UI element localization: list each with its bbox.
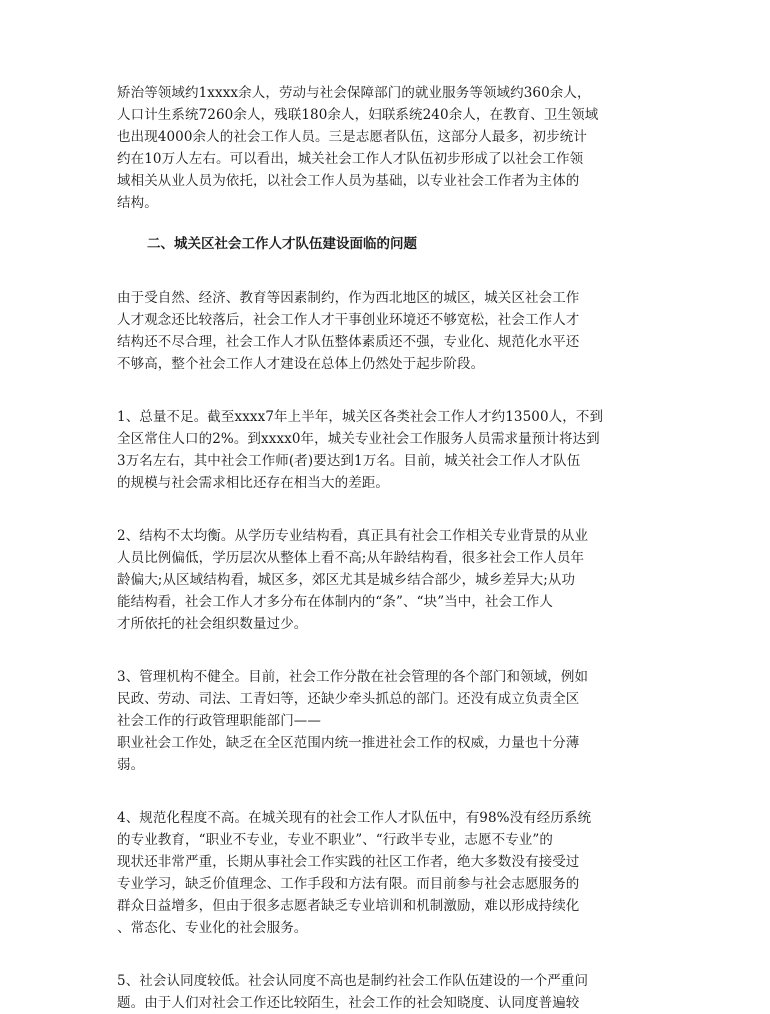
section-heading: 二、城关区社会工作人才队伍建设面临的问题	[147, 236, 417, 252]
item-4-standardization	[117, 807, 662, 939]
text-line: 3、管理机构不健全。目前，社会工作分散在社会管理的各个部门和领域，例如	[117, 669, 589, 685]
item-2-structure-imbalance	[117, 525, 662, 635]
text-line: 约在10万人左右。可以看出，城关社会工作人才队伍初步形成了以社会工作领	[117, 151, 584, 167]
text-line: 3万名左右，其中社会工作师(者)要达到1万名。目前，城关社会工作人才队伍	[117, 453, 581, 469]
text-line: 龄偏大;从区域结构看，城区多，郊区尤其是城乡结合部少，城乡差异大;从功	[117, 572, 576, 588]
text-line: 群众日益增多，但由于很多志愿者缺乏专业培训和机制激励，难以形成持续化	[117, 898, 580, 914]
item-3-management	[117, 666, 662, 776]
text-line: 才所依托的社会组织数量过少。	[117, 616, 308, 632]
text-line: 4、规范化程度不高。在城关现有的社会工作人才队伍中，有98%没有经历系统	[117, 810, 592, 826]
text-line: 人才观念还比较落后，社会工作人才干事创业环境还不够宽松，社会工作人才	[117, 312, 580, 328]
text-line: 的专业教育，“职业不专业，专业不职业”、“行政半专业，志愿不专业”的	[117, 832, 554, 848]
text-line: 人员比例偏低，学历层次从整体上看不高;从年龄结构看，很多社会工作人员年	[117, 550, 585, 566]
item-1-total-shortage	[117, 406, 662, 494]
text-line: 不够高，整个社会工作人才建设在总体上仍然处于起步阶段。	[117, 356, 485, 372]
text-line: 2、结构不太均衡。从学历专业结构看，真正具有社会工作相关专业背景的从业	[117, 528, 589, 544]
text-line: 社会工作的行政管理职能部门——	[117, 713, 321, 729]
text-line: 1、总量不足。截至xxxx7年上半年，城关区各类社会工作人才约13500人，不到	[117, 409, 604, 425]
intro-paragraph	[117, 82, 662, 214]
text-line: 也出现4000余人的社会工作人员。三是志愿者队伍，这部分人最多，初步统计	[117, 129, 587, 145]
text-line: 的规模与社会需求相比还存在相当大的差距。	[117, 475, 389, 491]
text-line: 人口计生系统7260余人，残联180余人，妇联系统240余人，在教育、卫生领域	[117, 107, 599, 123]
text-line: 全区常住人口的2%。到xxxx0年，城关专业社会工作服务人员需求量预计将达到	[117, 431, 600, 447]
text-line: 5、社会认同度较低。社会认同度不高也是制约社会工作队伍建设的一个严重问	[117, 973, 589, 989]
text-line: 矫治等领域约1xxxx余人，劳动与社会保障部门的就业服务等领域约360余人，	[117, 85, 591, 101]
text-line: 专业学习，缺乏价值理念、工作手段和方法有限。而目前参与社会志愿服务的	[117, 876, 580, 892]
text-line: 域相关从业人员为依托，以社会工作人员为基础，以专业社会工作者为主体的	[117, 173, 580, 189]
text-line: 结构还不尽合理，社会工作人才队伍整体素质还不强，专业化、规范化水平还	[117, 334, 580, 350]
item-5-recognition	[117, 970, 662, 1014]
text-line: 结构。	[117, 195, 158, 211]
text-line: 弱。	[117, 757, 145, 773]
text-line: 题。由于人们对社会工作还比较陌生，社会工作的社会知晓度、认同度普遍较	[117, 995, 580, 1011]
text-line: 能结构看，社会工作人才多分布在体制内的“条”、“块”当中，社会工作人	[117, 594, 554, 610]
text-line: 现状还非常严重，长期从事社会工作实践的社区工作者，绝大多数没有接受过	[117, 854, 580, 870]
text-line: 民政、劳动、司法、工青妇等，还缺少牵头抓总的部门。还没有成立负责全区	[117, 691, 580, 707]
text-line: 由于受自然、经济、教育等因素制约，作为西北地区的城区，城关区社会工作	[117, 290, 580, 306]
overview-paragraph	[117, 287, 662, 375]
text-line: 、常态化、专业化的社会服务。	[117, 920, 308, 936]
text-line: 职业社会工作处，缺乏在全区范围内统一推进社会工作的权威，力量也十分薄	[117, 735, 580, 751]
document-page	[117, 82, 662, 1014]
